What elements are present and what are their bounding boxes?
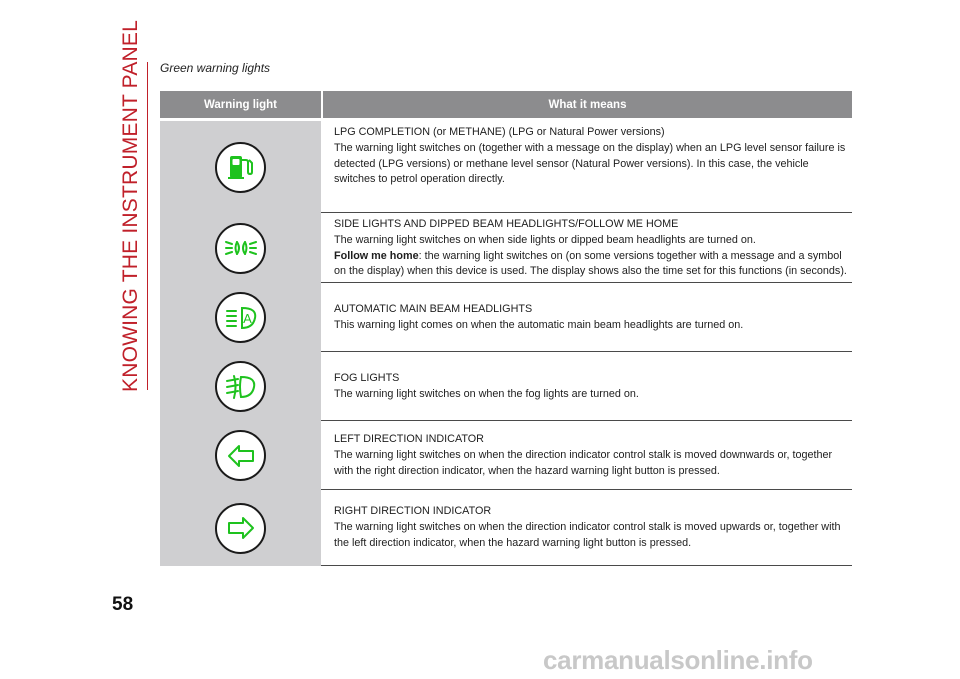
table-row xyxy=(160,213,852,283)
warning-light-badge xyxy=(215,430,266,481)
icon-cell xyxy=(160,283,321,352)
page-number: 58 xyxy=(112,594,134,615)
table-row xyxy=(160,283,852,352)
row-title: FOG LIGHTS xyxy=(334,372,400,385)
follow-me-home-label: Follow me home xyxy=(334,249,419,262)
icon-cell xyxy=(160,490,321,566)
fuel-pump-icon xyxy=(225,151,257,183)
fog-light-icon xyxy=(224,373,258,401)
chapter-divider-line xyxy=(147,62,148,390)
table-row xyxy=(160,421,852,490)
right-arrow-icon xyxy=(226,515,256,541)
row-text: The warning light switches on (together with a message on the display) when an LPG level sensor failure is detected (LPG versions) or methane level sensor (Natural Power versions). In this case, the vehicle switches to petrol operation directly. xyxy=(334,141,846,186)
watermark: carmanualsonline.info xyxy=(543,645,813,675)
meaning-cell xyxy=(321,283,852,352)
auto-letter: A xyxy=(242,310,252,326)
chapter-side-title xyxy=(113,20,149,392)
row-text: The warning light switches on when the direction indicator control stalk is moved upwards or, together with the left direction indicator, when the hazard warning light button is pressed. xyxy=(334,520,841,549)
row-text: The warning light switches on when the fog lights are turned on. xyxy=(334,388,639,400)
warning-light-badge xyxy=(215,503,266,554)
icon-cell xyxy=(160,213,321,283)
icon-cell xyxy=(160,421,321,490)
warning-light-badge xyxy=(215,292,266,343)
icon-cell xyxy=(160,118,321,213)
section-title: Green warning lights xyxy=(160,61,271,75)
meaning-cell xyxy=(321,118,852,213)
row-title: LPG COMPLETION (or METHANE) (LPG or Natural Power versions) xyxy=(334,126,665,138)
row-title: SIDE LIGHTS AND DIPPED BEAM HEADLIGHTS/FOLLOW ME HOME xyxy=(334,217,679,230)
icon-cell xyxy=(160,352,321,421)
table-row xyxy=(160,118,852,213)
meaning-cell xyxy=(321,421,852,490)
follow-me-home-text: : the warning light switches on (on some versions together with a message and a symbol on the display) when this device is used. The display shows also the time set for this functions (in seconds). xyxy=(334,249,847,278)
header-warning-light: Warning light xyxy=(203,98,278,111)
row-title: LEFT DIRECTION INDICATOR xyxy=(334,433,484,446)
meaning-cell xyxy=(321,490,852,566)
row-extra xyxy=(334,249,852,281)
warning-light-badge xyxy=(215,361,266,412)
warning-light-badge xyxy=(215,223,266,274)
auto-main-beam-icon xyxy=(224,304,258,332)
chapter-title-text: KNOWING THE INSTRUMENT PANEL xyxy=(119,20,142,392)
warning-lights-table xyxy=(160,91,852,566)
meaning-cell xyxy=(321,213,852,283)
left-arrow-icon xyxy=(226,443,256,469)
row-title: AUTOMATIC MAIN BEAM HEADLIGHTS xyxy=(334,303,533,316)
header-what-it-means: What it means xyxy=(321,91,852,118)
meaning-cell xyxy=(321,352,852,421)
table-header-row xyxy=(160,91,852,118)
row-text: The warning light switches on when the direction indicator control stalk is moved downwards or, together with the right direction indicator, when the hazard warning light button is pressed. xyxy=(334,449,833,477)
side-lights-icon xyxy=(223,234,259,262)
table-row xyxy=(160,352,852,421)
table-row xyxy=(160,490,852,566)
row-text: This warning light comes on when the automatic main beam headlights are turned on. xyxy=(334,319,744,331)
row-title: RIGHT DIRECTION INDICATOR xyxy=(334,505,492,517)
row-text: The warning light switches on when side lights or dipped beam headlights are turned on. xyxy=(334,233,756,246)
warning-light-badge xyxy=(215,142,266,193)
